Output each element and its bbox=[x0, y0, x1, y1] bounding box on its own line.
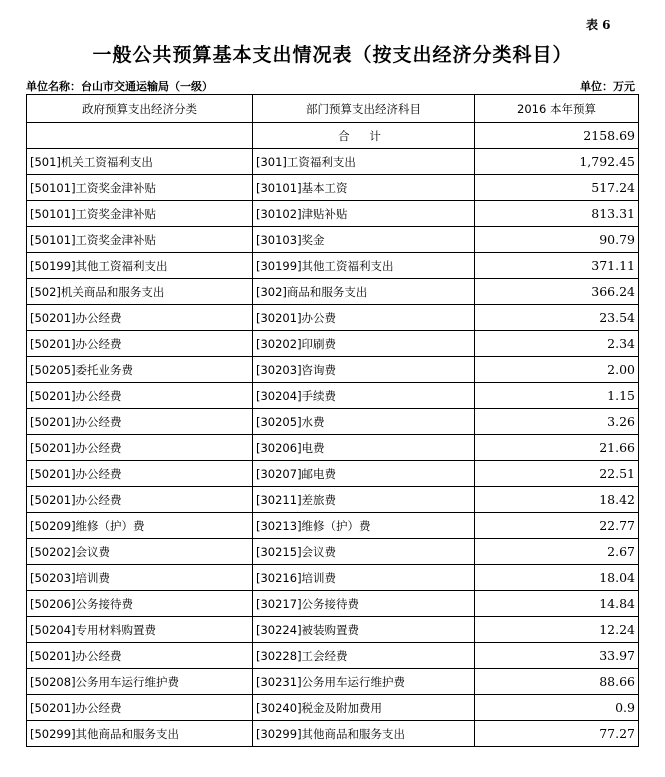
table-row bbox=[27, 279, 639, 305]
gov-class-cell: [50206]公务接待费 bbox=[27, 591, 253, 617]
amount-cell: 88.66 bbox=[475, 669, 639, 695]
dept-class-cell: [30103]奖金 bbox=[253, 227, 475, 253]
gov-class-cell: [501]机关工资福利支出 bbox=[27, 149, 253, 175]
total-label: 合 计 bbox=[253, 123, 475, 149]
gov-class-cell: [50209]维修（护）费 bbox=[27, 513, 253, 539]
gov-class-cell: [502]机关商品和服务支出 bbox=[27, 279, 253, 305]
amount-cell: 18.42 bbox=[475, 487, 639, 513]
budget-table bbox=[26, 94, 639, 747]
gov-class-cell: [50101]工资奖金津补贴 bbox=[27, 175, 253, 201]
gov-class-cell: [50201]办公经费 bbox=[27, 331, 253, 357]
gov-class-cell: [50101]工资奖金津补贴 bbox=[27, 201, 253, 227]
amount-cell: 1.15 bbox=[475, 383, 639, 409]
page-label: 表 6 bbox=[586, 18, 611, 32]
amount-cell: 23.54 bbox=[475, 305, 639, 331]
dept-class-cell: [30205]水费 bbox=[253, 409, 475, 435]
dept-class-cell: [30102]津贴补贴 bbox=[253, 201, 475, 227]
amount-cell: 22.51 bbox=[475, 461, 639, 487]
dept-class-cell: [30213]维修（护）费 bbox=[253, 513, 475, 539]
dept-class-cell: [30101]基本工资 bbox=[253, 175, 475, 201]
table-row bbox=[27, 539, 639, 565]
dept-class-cell: [302]商品和服务支出 bbox=[253, 279, 475, 305]
dept-class-cell: [30204]手续费 bbox=[253, 383, 475, 409]
total-amount: 2158.69 bbox=[475, 123, 639, 149]
amount-cell: 2.00 bbox=[475, 357, 639, 383]
gov-class-cell: [50205]委托业务费 bbox=[27, 357, 253, 383]
dept-class-cell: [30206]电费 bbox=[253, 435, 475, 461]
amount-cell: 1,792.45 bbox=[475, 149, 639, 175]
column-header-dept-class: 部门预算支出经济科目 bbox=[253, 95, 475, 123]
dept-class-cell: [30202]印刷费 bbox=[253, 331, 475, 357]
amount-cell: 3.26 bbox=[475, 409, 639, 435]
gov-class-cell: [50202]会议费 bbox=[27, 539, 253, 565]
gov-class-cell: [50208]公务用车运行维护费 bbox=[27, 669, 253, 695]
table-row bbox=[27, 149, 639, 175]
amount-cell: 0.9 bbox=[475, 695, 639, 721]
gov-class-cell: [50201]办公经费 bbox=[27, 461, 253, 487]
table-row bbox=[27, 175, 639, 201]
table-row bbox=[27, 513, 639, 539]
total-row bbox=[27, 123, 639, 149]
gov-class-cell: [50299]其他商品和服务支出 bbox=[27, 721, 253, 747]
gov-class-cell: [50201]办公经费 bbox=[27, 305, 253, 331]
dept-class-cell: [30240]税金及附加费用 bbox=[253, 695, 475, 721]
table-row bbox=[27, 383, 639, 409]
dept-class-cell: [30299]其他商品和服务支出 bbox=[253, 721, 475, 747]
column-header-budget: 2016 本年预算 bbox=[475, 95, 639, 123]
amount-cell: 90.79 bbox=[475, 227, 639, 253]
table-row bbox=[27, 409, 639, 435]
gov-class-cell: [50199]其他工资福利支出 bbox=[27, 253, 253, 279]
table-row bbox=[27, 253, 639, 279]
gov-class-cell: [50204]专用材料购置费 bbox=[27, 617, 253, 643]
gov-class-cell: [50101]工资奖金津补贴 bbox=[27, 227, 253, 253]
amount-cell: 22.77 bbox=[475, 513, 639, 539]
gov-class-cell: [50201]办公经费 bbox=[27, 409, 253, 435]
unit-info-row bbox=[26, 78, 638, 94]
document-title: 一般公共预算基本支出情况表（按支出经济分类科目） bbox=[92, 44, 573, 66]
table-row bbox=[27, 617, 639, 643]
table-row bbox=[27, 201, 639, 227]
table-row bbox=[27, 669, 639, 695]
dept-class-cell: [30207]邮电费 bbox=[253, 461, 475, 487]
amount-cell: 2.34 bbox=[475, 331, 639, 357]
total-empty-cell bbox=[27, 123, 253, 149]
gov-class-cell: [50201]办公经费 bbox=[27, 695, 253, 721]
column-header-gov-class: 政府预算支出经济分类 bbox=[27, 95, 253, 123]
amount-cell: 2.67 bbox=[475, 539, 639, 565]
amount-cell: 371.11 bbox=[475, 253, 639, 279]
amount-cell: 12.24 bbox=[475, 617, 639, 643]
dept-class-cell: [30231]公务用车运行维护费 bbox=[253, 669, 475, 695]
gov-class-cell: [50203]培训费 bbox=[27, 565, 253, 591]
gov-class-cell: [50201]办公经费 bbox=[27, 643, 253, 669]
dept-class-cell: [30203]咨询费 bbox=[253, 357, 475, 383]
gov-class-cell: [50201]办公经费 bbox=[27, 435, 253, 461]
amount-cell: 517.24 bbox=[475, 175, 639, 201]
table-row bbox=[27, 227, 639, 253]
amount-cell: 14.84 bbox=[475, 591, 639, 617]
table-header-row bbox=[27, 95, 639, 123]
unit-name: 单位名称：台山市交通运输局（一级） bbox=[26, 80, 213, 93]
amount-cell: 33.97 bbox=[475, 643, 639, 669]
dept-class-cell: [30211]差旅费 bbox=[253, 487, 475, 513]
amount-cell: 813.31 bbox=[475, 201, 639, 227]
table-row bbox=[27, 305, 639, 331]
amount-cell: 18.04 bbox=[475, 565, 639, 591]
amount-cell: 21.66 bbox=[475, 435, 639, 461]
dept-class-cell: [30201]办公费 bbox=[253, 305, 475, 331]
dept-class-cell: [30217]公务接待费 bbox=[253, 591, 475, 617]
table-row bbox=[27, 565, 639, 591]
amount-cell: 366.24 bbox=[475, 279, 639, 305]
dept-class-cell: [30216]培训费 bbox=[253, 565, 475, 591]
table-row bbox=[27, 435, 639, 461]
gov-class-cell: [50201]办公经费 bbox=[27, 383, 253, 409]
dept-class-cell: [30228]工会经费 bbox=[253, 643, 475, 669]
table-row bbox=[27, 461, 639, 487]
amount-cell: 77.27 bbox=[475, 721, 639, 747]
table-row bbox=[27, 721, 639, 747]
table-row bbox=[27, 591, 639, 617]
table-row bbox=[27, 487, 639, 513]
dept-class-cell: [30199]其他工资福利支出 bbox=[253, 253, 475, 279]
table-row bbox=[27, 643, 639, 669]
table-row bbox=[27, 331, 639, 357]
table-row bbox=[27, 357, 639, 383]
dept-class-cell: [30215]会议费 bbox=[253, 539, 475, 565]
table-row bbox=[27, 695, 639, 721]
dept-class-cell: [30224]被装购置费 bbox=[253, 617, 475, 643]
unit-measure: 单位：万元 bbox=[580, 80, 635, 93]
gov-class-cell: [50201]办公经费 bbox=[27, 487, 253, 513]
dept-class-cell: [301]工资福利支出 bbox=[253, 149, 475, 175]
